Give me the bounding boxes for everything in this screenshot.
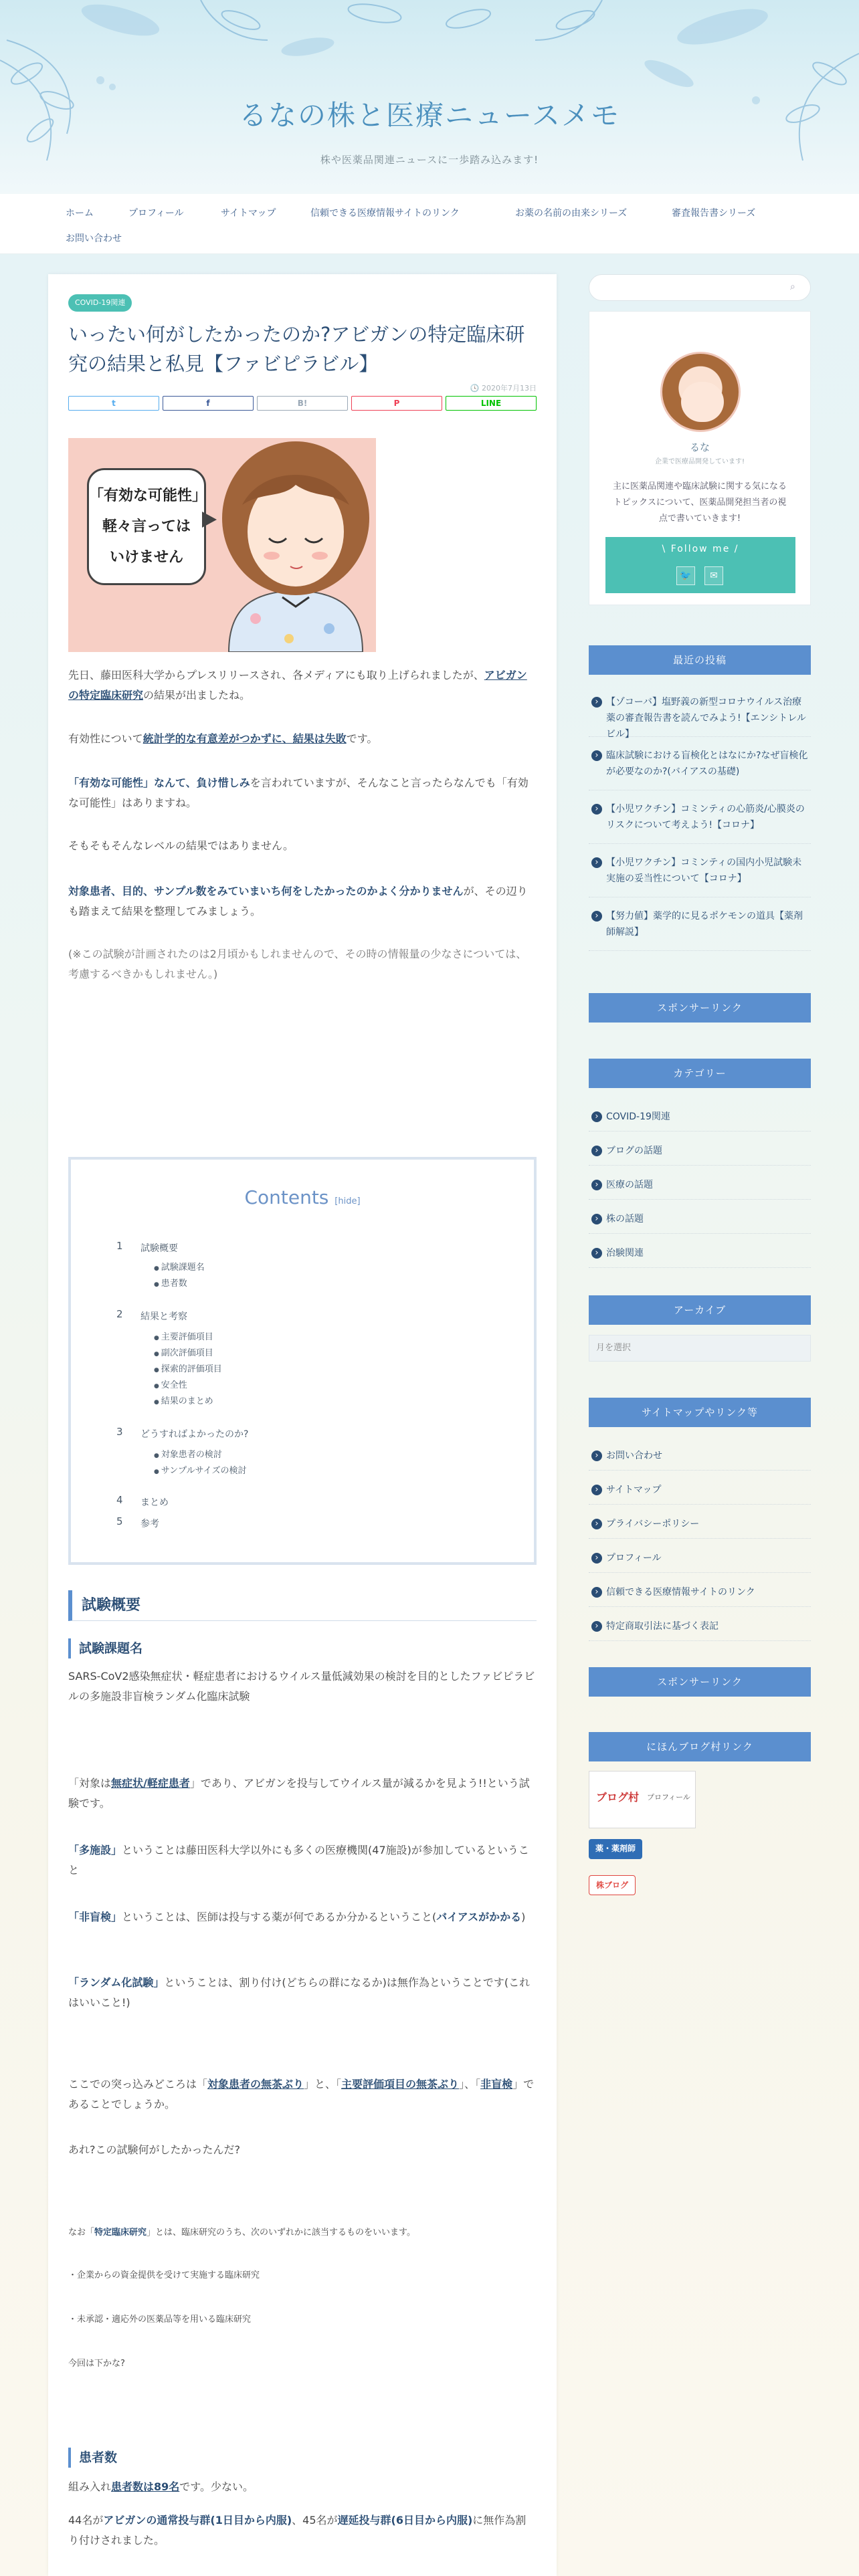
site-header (0, 0, 859, 194)
share-line-button[interactable] (446, 396, 537, 411)
c1-b: です。少ない。 (179, 2480, 254, 2493)
recent-posts-heading: 最近の投稿 (589, 645, 811, 675)
sitemap-link[interactable]: › お問い合わせ (589, 1448, 811, 1471)
archive-select[interactable]: 月を選択 (589, 1335, 811, 1362)
follow-twitter-button[interactable] (676, 566, 695, 585)
line-icon: LINE (480, 399, 502, 408)
recent-post-link[interactable]: › 【小児ワクチン】コミンティの国内小児試験未実施の妥当性について【コロナ】 (589, 855, 811, 897)
nav-review-report-series[interactable]: 審査報告書シリーズ (672, 208, 756, 219)
note-specified-study (68, 2224, 537, 2242)
share-facebook-button[interactable] (163, 396, 254, 411)
recent-post-link[interactable]: › 臨床試験における盲検化とはなにか?なぜ盲検化が必要なのか?(バイアスの基礎) (589, 748, 811, 790)
paragraph-2 (68, 729, 537, 749)
q5-a: ここでの突っ込みどころは「 (68, 2078, 208, 2090)
nav-drug-name-series[interactable]: お薬の名前の由来シリーズ (515, 208, 628, 219)
site-title[interactable]: るなの株と医療ニュースメモ (239, 99, 620, 132)
toc-num: 5 (116, 1515, 123, 1527)
note-item-2: ・未承認・適応外の医薬品等を用いる臨床研究 (68, 2315, 252, 2325)
bubble-tail (202, 512, 217, 528)
category-tag[interactable]: COVID-19関連 (68, 294, 132, 312)
recent-post-link[interactable]: › 【小児ワクチン】コミンティの心筋炎/心膜炎のリスクについて考えよう!【コロナ】 (589, 801, 811, 844)
hero-image (68, 438, 376, 652)
category-heading: カテゴリー (589, 1059, 811, 1088)
p1-link[interactable]: アビガンの特定臨床研究 (68, 669, 527, 702)
paragraph-question: あれ?この試験何がしたかったんだ? (68, 2143, 240, 2156)
bubble-line1: 「有効な可能性」 (89, 487, 207, 504)
paragraph-target (68, 1774, 537, 1814)
q2-b: ということは藤田医科大学以外にも多くの医療機関(47施設)が参加しているということ (68, 1844, 529, 1876)
p2-text-b: です。 (346, 732, 378, 745)
p3-text: を言われていますが、そんなこと言ったらなんでも「有効な可能性」はありますね。 (68, 776, 529, 809)
badge-stock-blog[interactable]: 株ブログ (589, 1875, 636, 1895)
q5-emphasis-1: 対象患者の無茶ぶり (207, 2078, 304, 2090)
q5-b: 」と、「 (304, 2078, 342, 2090)
p2-emphasis: 統計学的な有意差がつかずに、結果は失敗 (142, 732, 347, 745)
c2-a: 44名が (68, 2514, 104, 2527)
paragraph-6-note: (※この試験が計画されたのは2月頃かもしれませんので、その時の情報量の少なさについては、考慮するべきかもしれません。) (68, 948, 527, 980)
toc-subitem[interactable]: ● 試験課題名 (154, 1260, 205, 1273)
toc-num: 1 (116, 1240, 123, 1252)
toc-subitem[interactable]: ● 患者数 (154, 1276, 187, 1289)
sitemap-link[interactable]: › 特定商取引法に基づく表記 (589, 1618, 811, 1641)
toc-subitem[interactable]: ● 結果のまとめ (154, 1394, 213, 1406)
avatar[interactable] (660, 352, 741, 432)
archive-heading: アーカイブ (589, 1295, 811, 1325)
n1-b: 」とは、臨床研究のうち、次のいずれかに該当するものをいいます。 (147, 2228, 415, 2238)
toc-item-1[interactable]: 試験概要 (140, 1243, 178, 1254)
sponsor-heading-2: スポンサーリンク (589, 1667, 811, 1697)
post-date-text: 2020年7月13日 (482, 384, 537, 393)
sitemap-link[interactable]: › 信頼できる医療情報サイトのリンク (589, 1584, 811, 1607)
n1-bold: 特定臨床研究 (94, 2228, 147, 2238)
paragraph-critique (68, 2074, 537, 2115)
mail-icon: ✉ (710, 570, 718, 581)
n1-a: なお「 (68, 2228, 95, 2238)
q1-a: 「対象は (68, 1777, 112, 1790)
profile-subtitle: 企業で医療品開発しています! (654, 458, 745, 465)
category-link[interactable]: › 医療の話題 (589, 1177, 811, 1200)
section-heading-overview: 試験概要 (68, 1590, 537, 1621)
category-link[interactable]: › 治験関連 (589, 1245, 811, 1268)
search-input[interactable] (589, 274, 811, 301)
recent-post-link[interactable]: › 【努力値】薬学的に見るポケモンの道具【薬剤師解説】 (589, 908, 811, 951)
paragraph-groups (68, 2510, 537, 2551)
nav-medical-links[interactable]: 信頼できる医療情報サイトのリンク (310, 208, 460, 219)
twitter-icon: 🐦 (680, 570, 692, 581)
speech-bubble (87, 468, 206, 585)
toc-subitem[interactable]: ● 対象患者の検討 (154, 1447, 222, 1460)
profile-name: るな (689, 441, 710, 453)
share-buttons (68, 396, 537, 412)
c2-c: に無作為割り付けされました。 (68, 2514, 527, 2547)
sitemap-link[interactable]: › サイトマップ (589, 1482, 811, 1505)
paragraph-open-label (68, 1907, 537, 1927)
subheading-title: 試験課題名 (68, 1638, 537, 1658)
subheading-patients: 患者数 (68, 2448, 537, 2468)
profile-card (589, 311, 811, 605)
toc-item-3[interactable]: どうすればよかったのか? (140, 1429, 249, 1440)
sitemap-link[interactable]: › プライバシーポリシー (589, 1516, 811, 1539)
bubble-line2: 軽々言っては (102, 518, 191, 535)
paragraph-1 (68, 665, 537, 706)
follow-mail-button[interactable] (704, 566, 723, 585)
toc-subitem[interactable]: ● 副次評価項目 (154, 1346, 213, 1358)
toc-subitem[interactable]: ● 主要評価項目 (154, 1329, 213, 1342)
c1-a: 組み入れ (68, 2480, 112, 2493)
post-title: いったい何がしたかったのか?アビガンの特定臨床研究の結果と私見【ファビピラビル】 (68, 323, 525, 375)
q3-c: ) (521, 1911, 526, 1923)
q3-bold2: バイアスがかかる (436, 1911, 522, 1923)
global-nav (0, 194, 859, 254)
bubble-line3: いけません (109, 548, 183, 566)
q3-bold: 「非盲検」 (68, 1911, 122, 1923)
hatena-icon: B! (297, 399, 308, 408)
follow-title: \ Follow me / (662, 544, 739, 554)
paragraph-patient-count (68, 2477, 537, 2497)
twitter-icon: t (112, 399, 116, 408)
toc-num: 3 (116, 1426, 123, 1438)
p3-bold: 「有効な可能性」なんて、負け惜しみ (68, 776, 250, 789)
table-of-contents (68, 1157, 537, 1565)
paragraph-5 (68, 881, 537, 922)
avatar-face (681, 382, 724, 422)
c1-emphasis: 患者数は89名 (111, 2480, 180, 2493)
paragraph-4: そもそもそんなレベルの結果ではありません。 (68, 839, 294, 852)
q5-emphasis-3: 非盲検 (480, 2078, 513, 2090)
q3-b: ということは、医師は投与する薬が何であるか分かるということ( (122, 1911, 437, 1923)
toc-subitem[interactable]: ● サンプルサイズの検討 (154, 1463, 247, 1476)
share-pocket-button[interactable] (351, 396, 442, 411)
p5-bold: 対象患者、目的、サンプル数をみていまいち何をしたかったのかよく分かりません (68, 885, 464, 897)
p5-text: が、その辺りも踏まえて結果を整理してみましょう。 (68, 885, 528, 918)
sitemap-heading: サイトマップやリンク等 (589, 1398, 811, 1427)
category-link[interactable]: › COVID-19関連 (589, 1109, 811, 1132)
c2-b: 、45名が (292, 2514, 338, 2527)
category-link[interactable]: › 株の話題 (589, 1211, 811, 1234)
note-item-1: ・企業からの資金提供を受けて実施する臨床研究 (68, 2270, 260, 2280)
blogmura-banner[interactable] (589, 1771, 696, 1828)
toc-subitem[interactable]: ● 安全性 (154, 1378, 187, 1390)
q5-emphasis-2: 主要評価項目の無茶ぶり (341, 2078, 460, 2090)
site-description: 株や医薬品関連ニュースに一歩踏み込みます! (320, 154, 539, 166)
share-twitter-button[interactable] (68, 396, 159, 411)
nav-profile[interactable]: プロフィール (128, 208, 184, 219)
facebook-icon: f (206, 399, 210, 408)
girl-illustration (215, 438, 376, 652)
p1-text-a: 先日、藤田医科大学からプレスリリースされ、各メディアにも取り上げられましたが、 (68, 669, 484, 681)
nav-sitemap[interactable]: サイトマップ (221, 208, 276, 219)
note-conclusion: 今回は下かな? (68, 2359, 125, 2369)
q1-emphasis: 無症状/軽症患者 (111, 1777, 190, 1790)
nihon-blog-heading: にほんブログ村リンク (589, 1732, 811, 1761)
q5-c: 」、「 (459, 2078, 481, 2090)
badge-pharmacist[interactable]: 薬・薬剤師 (589, 1839, 642, 1859)
recent-post-link[interactable]: › 【ゾコーバ】塩野義の新型コロナウイルス治療薬の審査報告書を読んでみよう!【エンシトレルビル】 (589, 694, 811, 737)
q5-d: 」であることでしょうか。 (68, 2078, 535, 2111)
follow-text: Follow me (670, 544, 731, 554)
q2-bold: 「多施設」 (68, 1844, 122, 1856)
q4-bold: 「ランダム化試験」 (68, 1976, 165, 1989)
nav-home[interactable]: ホーム (66, 208, 94, 219)
toc-num: 4 (116, 1494, 123, 1506)
search-icon[interactable]: ⌕ (790, 282, 795, 292)
c2-bold-1: アビガンの通常投与群(1日目から内服) (103, 2514, 292, 2527)
toc-item-5[interactable]: 参考 (140, 1519, 159, 1529)
blogmura-banner-text: ブログ村 (596, 1791, 640, 1804)
share-hatena-button[interactable] (257, 396, 348, 411)
toc-num: 2 (116, 1308, 123, 1320)
paragraph-multicenter (68, 1840, 537, 1881)
p2-text-a: 有効性について (68, 732, 143, 745)
paragraph-randomized (68, 1973, 537, 2013)
toc-item-2[interactable]: 結果と考察 (140, 1311, 187, 1322)
article-card (48, 274, 557, 2576)
toc-title-text: Contents (244, 1186, 329, 1208)
category-link[interactable]: › ブログの話題 (589, 1143, 811, 1166)
study-title-text: SARS-CoV2感染無症状・軽症患者におけるウイルス量低減効果の検討を目的としたファビピラビルの多施設非盲検ランダム化臨床試験 (68, 1670, 535, 1703)
sponsor-heading: スポンサーリンク (589, 993, 811, 1023)
nav-contact[interactable]: お問い合わせ (66, 233, 122, 244)
toc-title (71, 1186, 534, 1208)
profile-description: 主に医薬品関連や臨床試験に関する気になるトピックスについて、医薬品開発担当者の視点で書いていきます! (612, 481, 787, 524)
sitemap-link[interactable]: › プロフィール (589, 1550, 811, 1573)
toc-item-4[interactable]: まとめ (140, 1497, 169, 1508)
post-date: 🕓 2020年7月13日 (470, 384, 537, 393)
toc-hide-toggle[interactable]: [hide] (335, 1196, 361, 1206)
pocket-icon: P (393, 399, 400, 408)
blogmura-banner-sub: プロフィール (647, 1793, 690, 1802)
q1-b: 」であり、アビガンを投与してウイルス量が減るかを見よう!!という試験です。 (68, 1777, 530, 1810)
q4-b: ということは、割り付け(どちらの群になるか)は無作為ということです(これはいいこと!) (68, 1976, 531, 2009)
follow-box (605, 537, 795, 593)
c2-bold-2: 遅延投与群(6日目から内服) (337, 2514, 473, 2527)
paragraph-3 (68, 773, 537, 813)
toc-subitem[interactable]: ● 探索的評価項目 (154, 1362, 222, 1374)
p1-text-b: の結果が出ましたね。 (143, 689, 251, 702)
